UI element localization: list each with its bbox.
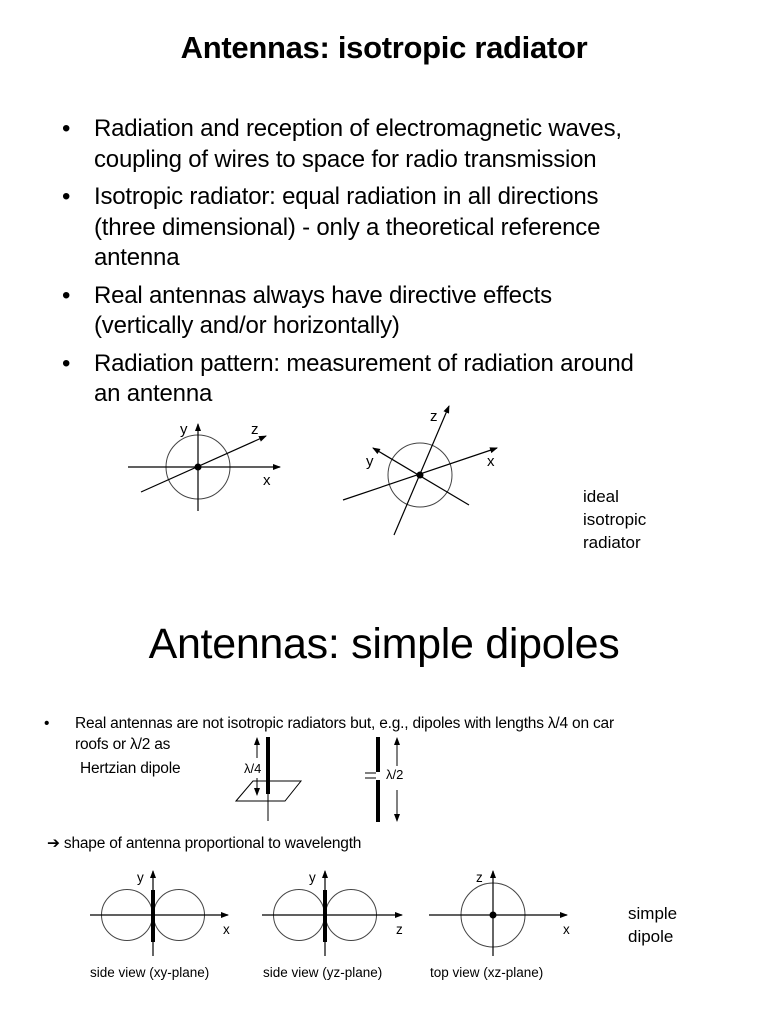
axis-label-y: y	[180, 421, 188, 438]
slide-title-isotropic: Antennas: isotropic radiator	[180, 30, 588, 65]
bullet-line: an antenna	[94, 380, 213, 407]
bullet-marker: •	[62, 281, 71, 309]
dipole-view-xz	[429, 871, 567, 956]
axis-label-x: x	[223, 922, 230, 937]
bullet-line: antenna	[94, 244, 180, 271]
bullet-line: coupling of wires to space for radio transmission	[94, 145, 597, 173]
note-text: shape of antenna proportional to wavelength	[63, 835, 362, 852]
dipole-view-yz	[262, 871, 402, 956]
caption-top-view-xz: top view (xz-plane)	[430, 965, 544, 980]
isotropic-diagram-b	[343, 406, 497, 535]
dipole-view-xy	[90, 871, 228, 956]
ideal-isotropic-radiator-label	[583, 485, 646, 554]
bullet-marker: •	[62, 349, 71, 377]
bullet-line: roofs or λ/2 as	[75, 736, 171, 753]
axis-label-z: z	[251, 421, 259, 438]
bullet-line: Isotropic radiator: equal radiation in all directions	[94, 183, 599, 210]
bullet-line: Real antennas are not isotropic radiators but, e.g., dipoles with lengths λ/4 on car	[75, 715, 614, 732]
bullet-marker: •	[62, 183, 71, 210]
label-line: isotropic	[583, 510, 647, 529]
axis-label-y: y	[137, 870, 144, 885]
label-line: radiator	[583, 533, 641, 552]
simple-dipole-label	[628, 902, 677, 948]
caption-side-view-xy: side view (xy-plane)	[90, 965, 210, 980]
bullet-line: Radiation and reception of electromagnetic waves,	[94, 115, 622, 142]
label-line: ideal	[583, 487, 619, 506]
bullet-line: (three dimensional) - only a theoretical reference	[94, 213, 601, 241]
axis-label-y: y	[309, 870, 316, 885]
axis-label-z: z	[476, 870, 483, 885]
bullet-marker: •	[62, 115, 71, 142]
axis-label-x: x	[487, 453, 495, 470]
label-line: simple	[628, 904, 678, 923]
axis-label-x: x	[563, 922, 570, 937]
bullet-marker: •	[44, 715, 50, 732]
bullet-line: Radiation pattern: measurement of radiation around	[94, 349, 634, 377]
half-wavelength-label: λ/2	[386, 767, 404, 782]
bullet-line: Real antennas always have directive effects	[94, 281, 552, 309]
bullet-line: (vertically and/or horizontally)	[94, 312, 400, 339]
axis-label-z: z	[396, 922, 403, 937]
quarter-wave-antenna	[236, 737, 301, 821]
caption-side-view-yz: side view (yz-plane)	[263, 965, 383, 980]
label-line: dipole	[628, 927, 674, 946]
axis-label-x: x	[263, 472, 271, 489]
wavelength-note	[47, 834, 361, 853]
quarter-wavelength-label: λ/4	[244, 761, 262, 776]
hertzian-dipole-label: Hertzian dipole	[80, 760, 181, 777]
arrow-right-icon: ➔	[47, 835, 60, 852]
slide-title-dipoles: Antennas: simple dipoles	[148, 620, 620, 668]
axis-label-z: z	[430, 408, 438, 425]
axis-label-y: y	[366, 453, 374, 470]
